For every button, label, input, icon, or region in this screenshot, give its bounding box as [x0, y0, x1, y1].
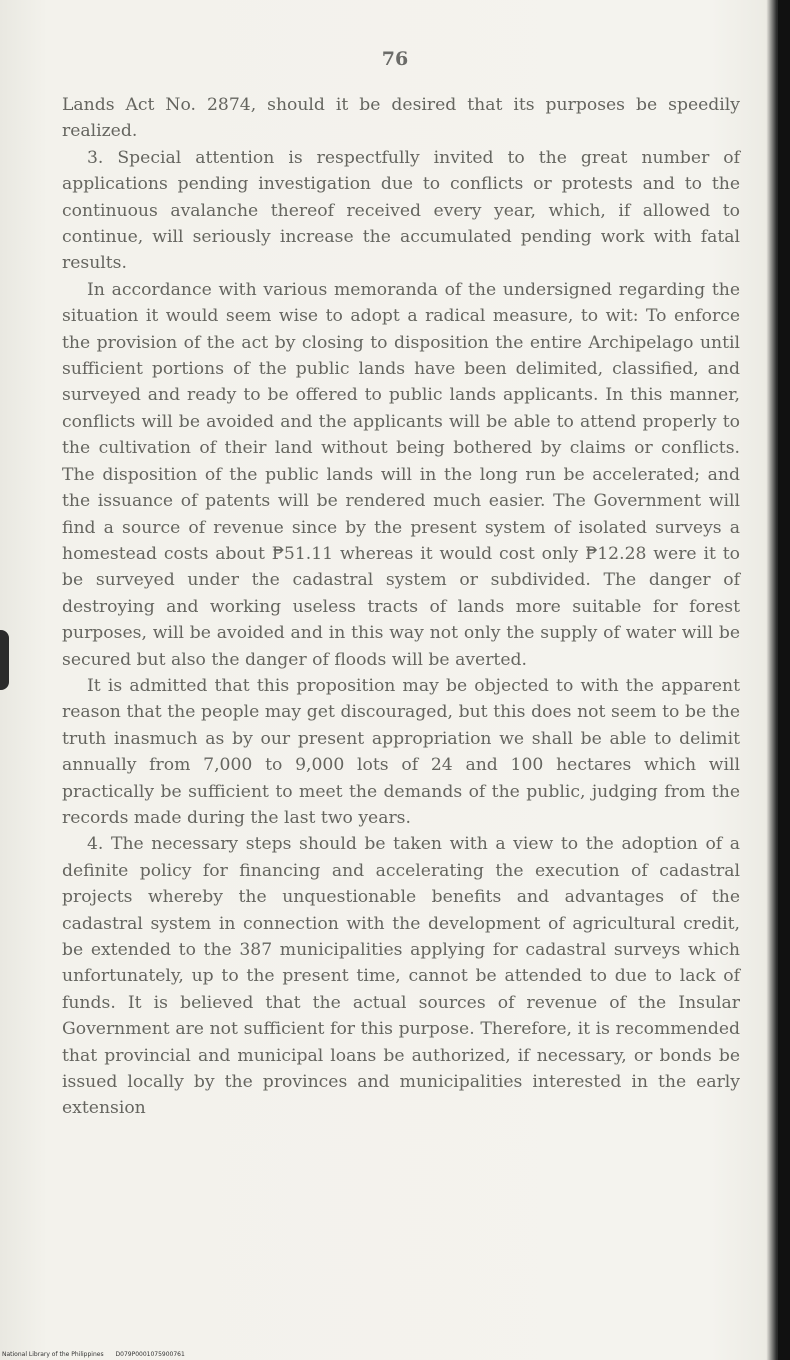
footer-id: D079P0001075900761 — [115, 1351, 185, 1358]
page-number: 76 — [381, 48, 409, 70]
scan-footer — [2, 1351, 195, 1358]
page-edge-shadow — [778, 0, 790, 1360]
paragraph-item-4: 4. The necessary steps should be taken with a view to the adoption of a definite policy for financing and accelerating the execution of cadastral projects whereby the unquestionable benefits and advantages of the cadastral system in connection with the development of agricultural credit, be extended to the 387 municipalities applying for cadastral surveys which unfortunately, up to the present time, cannot be attended to due to lack of funds. It is believed that the actual sources of revenue of the Insular Government are not sufficient for this purpose. Therefore, it is recommended that provincial and municipal loans be authorized, if necessary, or bonds be issued locally by the provinces and municipalities interested in the early extension — [62, 834, 740, 1119]
footer-library: National Library of the Philippines — [2, 1351, 104, 1358]
paragraph-radical-measure: In accordance with various memoranda of the undersigned regarding the situation it would seem wise to adopt a radical measure, to wit: To enforce the provision of the act by closing to disposition the entire Archipelago until sufficient portions of the public lands have been delimited, classified, and surveyed and ready to be offered to public lands applicants. In this manner, conflicts will be avoided and the applicants will be able to attend properly to the cultivation of their land without being bothered by claims or conflicts. The disposition of the public lands will in the long run be accelerated; and the issuance of patents will be rendered much easier. The Government will find a source of revenue since by the present system of isolated surveys a homestead costs about ₱51.11 whereas it would cost only ₱12.28 were it to be surveyed under the cadastral system or subdivided. The danger of destroying and working useless tracts of lands more suitable for forest purposes, will be avoided and in this way not only the supply of water will be secured but also the danger of floods will be averted. — [62, 279, 740, 670]
paragraph-objection: It is admitted that this proposition may be objected to with the apparent reason that the people may get discouraged, but this does not seem to be the truth inasmuch as by our present appropriation we shall be able to delimit annually from 7,000 to 9,000 lots of 24 and 100 hectares which will practically be sufficient to meet the demands of the public, judging from the records made during the last two years. — [62, 675, 740, 828]
paragraph-item-3: 3. Special attention is respectfully invited to the great number of applications pending investigation due to conflicts or protests and to the continuous avalanche thereof received every year, which, if allowed to continue, will seriously increase the accumulated pending work with fatal results. — [62, 147, 740, 274]
page-body — [62, 92, 740, 1122]
binding-shadow — [0, 630, 9, 690]
paragraph-continuation: Lands Act No. 2874, should it be desired that its purposes be speedily realized. — [62, 95, 740, 142]
